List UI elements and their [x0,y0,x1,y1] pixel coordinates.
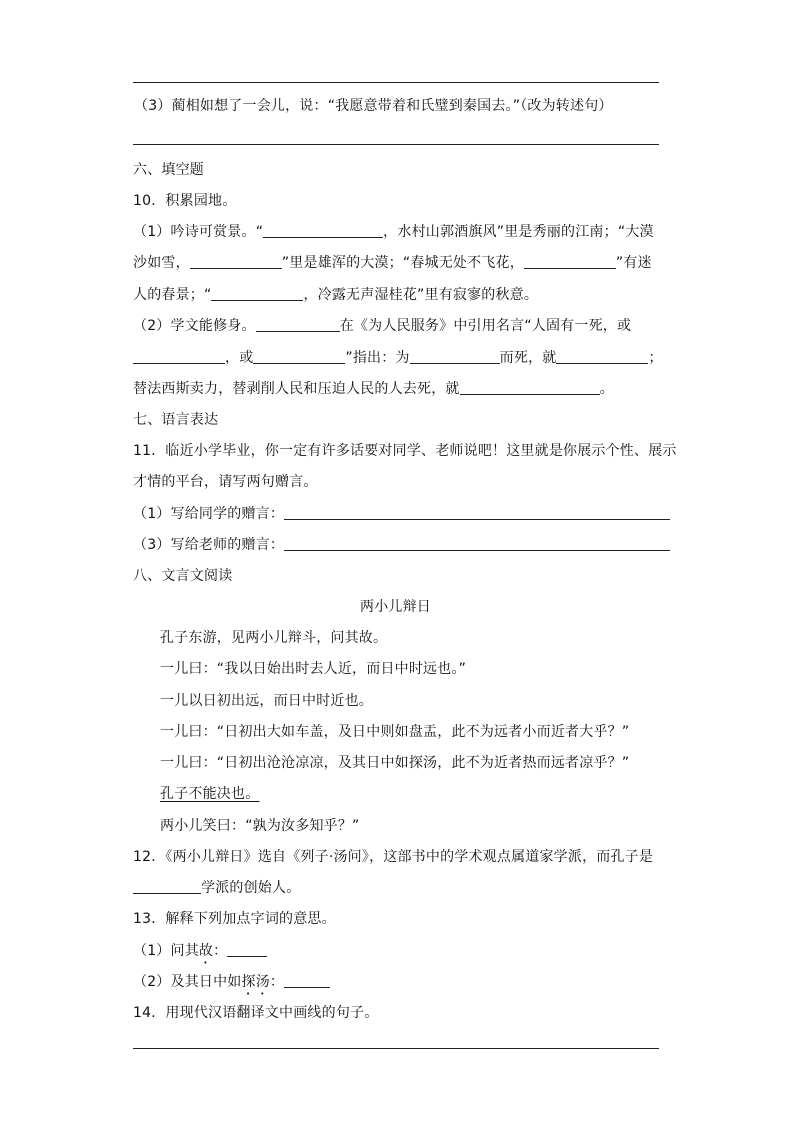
passage-line: 两小儿笑曰：“孰为汝多知乎？” [160,818,360,834]
question-11-line2: 才情的平台，请写两句赠言。 [133,474,318,490]
question-10-1-line1: （1）吟诗可赏景。“ ，水村山郭酒旗风”里是秀丽的江南；“大漠 [133,224,654,240]
question-11-line1: 11．临近小学毕业，你一定有许多话要对同学、老师说吧！这里就是你展示个性、展示 [133,443,677,459]
question-12-line1: 12．《两小儿辩日》选自《列子·汤问》，这部书中的学术观点属道家学派，而孔子是 [133,849,654,865]
question-10-1-line2: 沙如雪， ”里是雄浑的大漠；“春城无处不飞花， ”有迷 [133,255,652,271]
answer-line [133,1048,659,1049]
question-12-line2: 学派的创始人。 [133,878,300,898]
blank[interactable] [190,254,282,269]
question-10-2-line2: ，或 ”指出：为 而死，就 ； [133,348,663,368]
question-10-title: 10．积累园地。 [133,193,237,209]
passage-underlined-sentence: 孔子不能决也。 [160,786,260,802]
blank[interactable] [284,973,330,988]
passage-line: 一儿曰：“我以日始出时去人近，而日中时远也。” [160,661,467,677]
blank[interactable] [284,505,670,520]
blank[interactable] [556,349,648,364]
question-13-title: 13．解释下列加点字词的意思。 [133,911,336,927]
answer-line [133,144,659,145]
blank[interactable] [211,286,303,301]
passage-line: 一儿曰：“日初出大如车盖，及日中则如盘盂，此不为远者小而近者大乎？” [160,724,630,740]
blank[interactable] [253,349,345,364]
passage-line: 孔子东游，见两小儿辩斗，问其故。 [160,630,388,646]
section-heading-fill-blank: 六、填空题 [133,162,204,178]
dotted-word: 探汤 [241,974,270,990]
passage-line: 一儿以日初出远，而日中时近也。 [160,693,373,709]
blank[interactable] [133,879,201,894]
blank[interactable] [227,942,267,957]
question-11-1: （1）写给同学的赠言： [133,504,670,524]
question-10-2-line1: （2）学文能修身。 在《为人民服务》中引用名言“人固有一死，或 [133,318,632,334]
question-10-1-line3: 人的春景；“ ，冷露无声湿桂花”里有寂寥的秋意。 [133,287,539,303]
question-13-1: （1）问其故： [133,941,267,967]
dotted-word: 故 [198,943,214,959]
blank[interactable] [256,317,340,332]
blank[interactable] [133,349,225,364]
blank[interactable] [410,349,500,364]
blank[interactable] [524,254,616,269]
question-9-3: （3）蔺相如想了一会儿，说：“我愿意带着和氏璧到秦国去。”（改为转述句） [134,98,613,114]
blank[interactable] [460,380,600,395]
answer-line [133,82,659,83]
question-14-title: 14．用现代汉语翻译文中画线的句子。 [133,1005,379,1021]
question-10-2-line3: 替法西斯卖力，替剥削人民和压迫人民的人去死，就 。 [133,381,614,397]
blank[interactable] [284,536,670,551]
section-heading-classical: 八、文言文阅读 [133,568,233,584]
passage-line: 一儿曰：“日初出沧沧凉凉，及其日中如探汤，此不为近者热而远者凉乎？” [160,755,630,771]
passage-title: 两小儿辩日 [360,599,431,615]
question-13-2: （2）及其日中如探汤： [133,972,330,998]
section-heading-language: 七、语言表达 [133,412,219,428]
blank[interactable] [263,223,383,238]
question-11-3: （3）写给老师的赠言： [133,535,670,555]
